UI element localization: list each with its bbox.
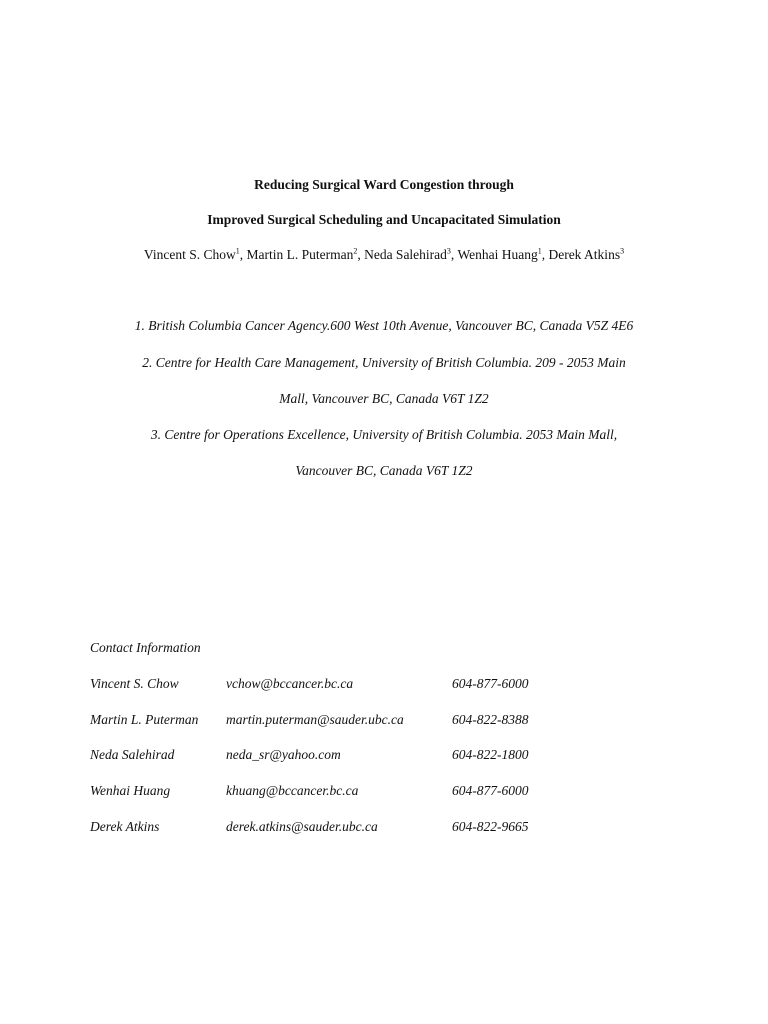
contact-phone: 604-822-1800 bbox=[452, 747, 529, 763]
contact-email: khuang@bccancer.bc.ca bbox=[226, 783, 359, 799]
author-name: Wenhai Huang bbox=[457, 247, 538, 262]
contact-name: Wenhai Huang bbox=[90, 783, 171, 799]
affiliation-1: 1. British Columbia Cancer Agency.600 West 10th Avenue, Vancouver BC, Canada V5Z 4E6 bbox=[134, 318, 634, 333]
affiliation-3-line-1: 3. Centre for Operations Excellence, University of British Columbia. 2053 Main Mall, bbox=[150, 427, 618, 442]
affiliation-2-line-2: Mall, Vancouver BC, Canada V6T 1Z2 bbox=[279, 391, 489, 406]
paper-title-line-1: Reducing Surgical Ward Congestion through bbox=[254, 177, 514, 192]
author-name: Vincent S. Chow bbox=[143, 247, 236, 262]
contact-phone: 604-822-9665 bbox=[452, 818, 529, 834]
author-list: Vincent S. Chow$^1$, Martin L. Puterman$^2$, Neda Salehirad$^3$, Wenhai Huang$^1$, Derek Atkins$^3$ bbox=[143, 246, 625, 262]
contact-row bbox=[90, 819, 590, 855]
author-affiliation-marker: 3 bbox=[620, 246, 625, 256]
author-affiliation-marker: 3 bbox=[446, 246, 451, 256]
paper-title-line-2: Improved Surgical Scheduling and Uncapacitated Simulation bbox=[207, 212, 561, 227]
contact-email: vchow@bccancer.bc.ca bbox=[226, 676, 354, 691]
contact-phone: 604-822-8388 bbox=[452, 711, 529, 727]
contact-name: Derek Atkins bbox=[90, 818, 160, 834]
contact-email: derek.atkins@sauder.ubc.ca bbox=[226, 818, 378, 834]
contact-name: Martin L. Puterman bbox=[90, 711, 199, 727]
affiliation-2-line-1: 2. Centre for Health Care Management, University of British Columbia. 209 - 2053 Main bbox=[142, 355, 626, 370]
contact-row bbox=[90, 676, 590, 712]
contact-phone: 604-877-6000 bbox=[452, 676, 529, 691]
contact-table bbox=[90, 676, 590, 854]
author-affiliation-marker: 2 bbox=[353, 246, 358, 256]
affiliation-3-line-2: Vancouver BC, Canada V6T 1Z2 bbox=[295, 463, 473, 478]
contact-name: Neda Salehirad bbox=[90, 747, 175, 763]
author-affiliation-marker: 1 bbox=[537, 246, 542, 256]
contact-row bbox=[90, 712, 590, 748]
contact-phone: 604-877-6000 bbox=[452, 783, 529, 799]
author-name: Neda Salehirad bbox=[364, 247, 447, 262]
author-name: Derek Atkins bbox=[548, 247, 621, 262]
contact-email: neda_sr@yahoo.com bbox=[226, 747, 341, 763]
contact-information-heading: Contact Information bbox=[90, 640, 201, 655]
author-name: Martin L. Puterman bbox=[246, 247, 354, 262]
contact-name: Vincent S. Chow bbox=[90, 676, 179, 691]
contact-email: martin.puterman@sauder.ubc.ca bbox=[226, 711, 404, 727]
author-affiliation-marker: 1 bbox=[235, 246, 240, 256]
contact-row bbox=[90, 747, 590, 783]
contact-row bbox=[90, 783, 590, 819]
